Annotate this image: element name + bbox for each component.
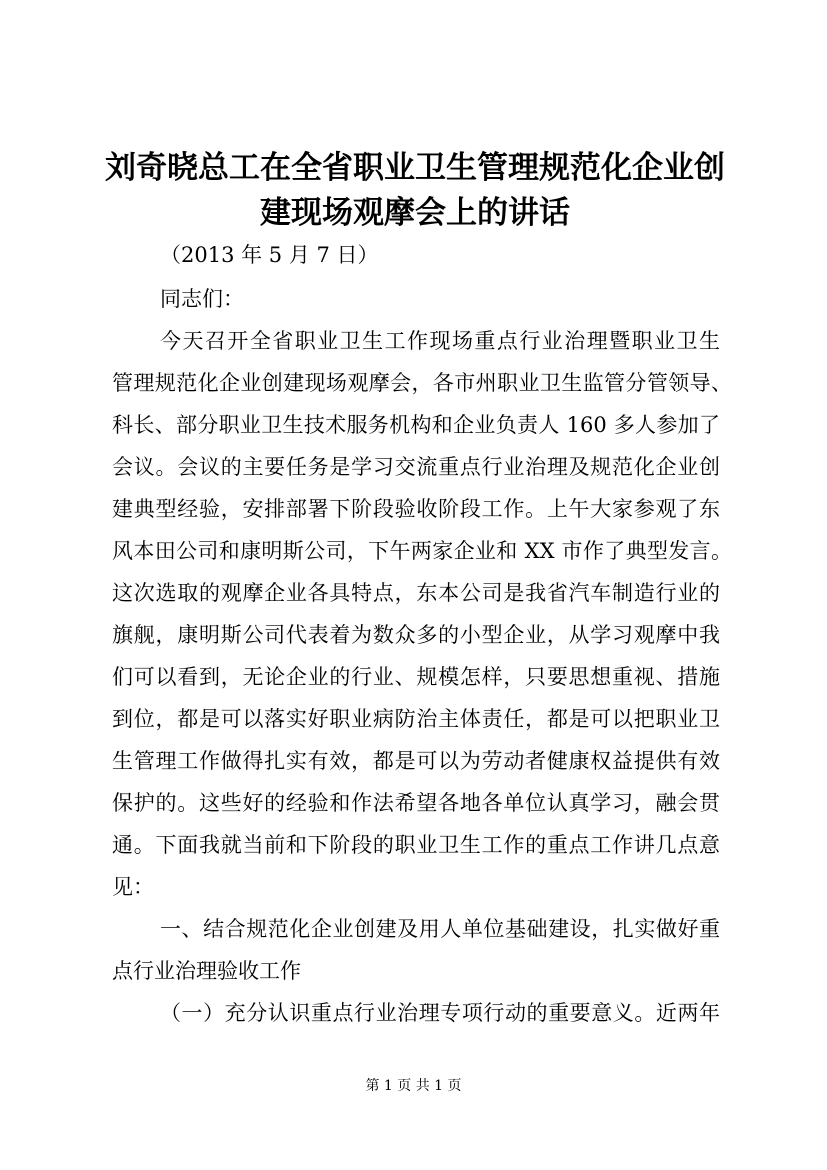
page-footer: 第 1 页 共 1 页 (365, 1078, 462, 1094)
speech-date: （2013 年 5 月 7 日） (160, 243, 379, 267)
body-line: 风本田公司和康明斯公司，下午两家企业和 XX 市作了典型发言。 (112, 539, 732, 563)
document-title-line-1: 刘奇晓总工在全省职业卫生管理规范化企业创 (105, 150, 725, 186)
body-line: 到位，都是可以落实好职业病防治主体责任，都是可以把职业卫 (112, 707, 720, 731)
section-heading-line: 点行业治理验收工作 (112, 959, 301, 983)
body-line: 会议。会议的主要任务是学习交流重点行业治理及规范化企业创 (112, 455, 720, 479)
salutation: 同志们： (160, 287, 244, 311)
body-line: 见： (112, 875, 154, 899)
body-line: 生管理工作做得扎实有效，都是可以为劳动者健康权益提供有效 (112, 749, 720, 773)
body-line: 科长、部分职业卫生技术服务机构和企业负责人 160 多人参加了 (112, 413, 720, 437)
subsection-heading-line: （一）充分认识重点行业治理专项行动的重要意义。近两年 (160, 1001, 720, 1025)
body-line: 们可以看到，无论企业的行业、规模怎样，只要思想重视、措施 (112, 665, 720, 689)
section-heading-line: 一、结合规范化企业创建及用人单位基础建设，扎实做好重 (160, 917, 720, 941)
body-line: 通。下面我就当前和下阶段的职业卫生工作的重点工作讲几点意 (112, 833, 720, 857)
body-line: 管理规范化企业创建现场观摩会，各市州职业卫生监管分管领导、 (112, 371, 732, 395)
body-line: 保护的。这些好的经验和作法希望各地各单位认真学习，融会贯 (112, 791, 720, 815)
document-title-line-2: 建现场观摩会上的讲话 (260, 195, 570, 231)
body-line: 这次选取的观摩企业各具特点，东本公司是我省汽车制造行业的 (112, 581, 720, 605)
body-line: 今天召开全省职业卫生工作现场重点行业治理暨职业卫生 (160, 329, 720, 353)
body-line: 建典型经验，安排部署下阶段验收阶段工作。上午大家参观了东 (112, 497, 720, 521)
body-line: 旗舰，康明斯公司代表着为数众多的小型企业，从学习观摩中我 (112, 623, 720, 647)
